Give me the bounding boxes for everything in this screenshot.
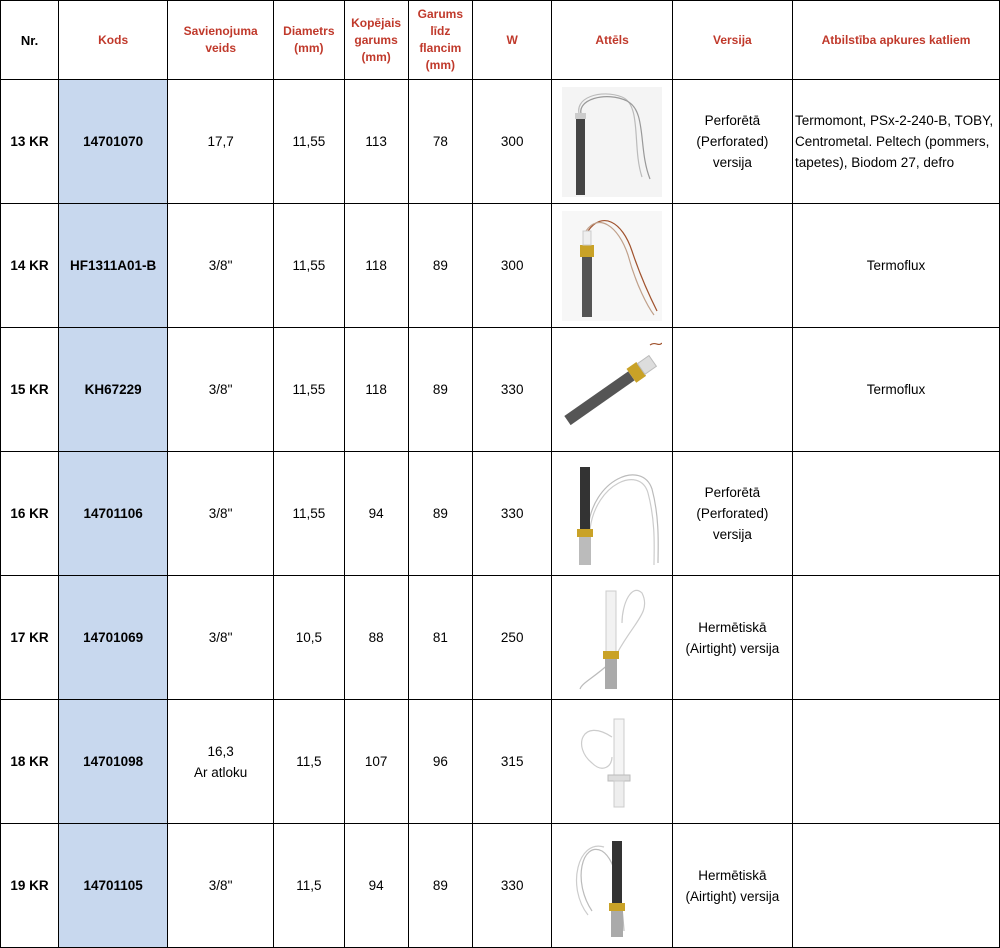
cell-w: 315 — [472, 700, 552, 824]
cell-garums-lidz: 96 — [408, 700, 472, 824]
product-image — [562, 831, 662, 941]
header-attels: Attēls — [552, 1, 672, 80]
header-garums-lidz: Garums līdz flancim (mm) — [408, 1, 472, 80]
heater-plug-diagonal-icon — [562, 335, 662, 445]
cell-nr: 19 KR — [1, 824, 59, 948]
savienojums-note: Ar atloku — [194, 764, 248, 780]
cell-versija: Hermētiskā (Airtight) versija — [672, 824, 792, 948]
cell-garums-lidz: 89 — [408, 328, 472, 452]
cell-attels — [552, 204, 672, 328]
table-row — [1, 452, 1000, 576]
savienojums-value: 3/8'' — [208, 506, 233, 521]
cell-savienojums — [168, 80, 274, 204]
cell-versija: Hermētiskā (Airtight) versija — [672, 576, 792, 700]
cell-garums: 94 — [344, 452, 408, 576]
cell-atbilstiba: Termoflux — [793, 204, 1000, 328]
table-row — [1, 204, 1000, 328]
cell-savienojums — [168, 700, 274, 824]
product-image — [562, 459, 662, 569]
cell-w: 330 — [472, 328, 552, 452]
cell-savienojums — [168, 328, 274, 452]
cell-attels — [552, 80, 672, 204]
heater-plug-white-flange-icon — [562, 707, 662, 817]
cell-atbilstiba — [793, 452, 1000, 576]
cell-w: 250 — [472, 576, 552, 700]
table-body — [1, 80, 1000, 948]
cell-atbilstiba — [793, 576, 1000, 700]
cell-kods: 14701105 — [59, 824, 168, 948]
cell-attels — [552, 576, 672, 700]
cell-garums: 94 — [344, 824, 408, 948]
header-nr: Nr. — [1, 1, 59, 80]
cell-nr: 15 KR — [1, 328, 59, 452]
heater-plug-black-airtight-icon — [562, 831, 662, 941]
savienojums-value: 3/8'' — [208, 258, 233, 273]
cell-savienojums — [168, 824, 274, 948]
cell-w: 300 — [472, 204, 552, 328]
table-row — [1, 328, 1000, 452]
cell-garums-lidz: 78 — [408, 80, 472, 204]
table-row — [1, 576, 1000, 700]
cell-diametrs: 11,55 — [274, 80, 344, 204]
cell-garums: 118 — [344, 204, 408, 328]
cell-attels — [552, 328, 672, 452]
cell-diametrs: 11,5 — [274, 824, 344, 948]
cell-garums-lidz: 89 — [408, 204, 472, 328]
cell-w: 300 — [472, 80, 552, 204]
header-row — [1, 1, 1000, 80]
cell-nr: 16 KR — [1, 452, 59, 576]
cell-garums-lidz: 89 — [408, 824, 472, 948]
product-image — [562, 707, 662, 817]
cell-diametrs: 11,5 — [274, 700, 344, 824]
savienojums-value: 16,3 — [207, 743, 234, 759]
cell-garums-lidz: 89 — [408, 452, 472, 576]
product-image — [562, 87, 662, 197]
cell-w: 330 — [472, 452, 552, 576]
cell-versija: Perforētā (Perforated) versija — [672, 80, 792, 204]
heater-plug-perforated-white-wires-icon — [562, 87, 662, 197]
cell-versija: Perforētā (Perforated) versija — [672, 452, 792, 576]
table-row — [1, 80, 1000, 204]
header-savienojums: Savienojuma veids — [168, 1, 274, 80]
cell-savienojums — [168, 204, 274, 328]
cell-savienojums — [168, 576, 274, 700]
savienojums-value: 17,7 — [207, 134, 234, 149]
cell-garums: 107 — [344, 700, 408, 824]
cell-nr: 14 KR — [1, 204, 59, 328]
cell-w: 330 — [472, 824, 552, 948]
cell-garums: 118 — [344, 328, 408, 452]
cell-atbilstiba: Termomont, PSx-2-240-B, TOBY, Centrometal. Peltech (pommers, tapetes), Biodom 27, defro — [793, 80, 1000, 204]
cell-nr: 18 KR — [1, 700, 59, 824]
cell-kods: 14701069 — [59, 576, 168, 700]
heater-plug-white-ceramic-icon — [562, 583, 662, 693]
cell-attels — [552, 452, 672, 576]
cell-diametrs: 10,5 — [274, 576, 344, 700]
product-image — [562, 583, 662, 693]
cell-atbilstiba: Termoflux — [793, 328, 1000, 452]
savienojums-value: 3/8'' — [208, 878, 233, 893]
cell-kods: 14701106 — [59, 452, 168, 576]
header-diametrs: Diametrs (mm) — [274, 1, 344, 80]
savienojums-value: 3/8'' — [208, 630, 233, 645]
cell-versija — [672, 328, 792, 452]
savienojums-value: 3/8'' — [208, 382, 233, 397]
cell-savienojums — [168, 452, 274, 576]
heater-plug-brass-red-wires-icon — [562, 211, 662, 321]
cell-versija — [672, 700, 792, 824]
header-kods: Kods — [59, 1, 168, 80]
table-row — [1, 700, 1000, 824]
cell-nr: 13 KR — [1, 80, 59, 204]
cell-kods: HF1311A01-B — [59, 204, 168, 328]
heater-plug-perforated-loop-icon — [562, 459, 662, 569]
cell-diametrs: 11,55 — [274, 452, 344, 576]
cell-atbilstiba — [793, 824, 1000, 948]
header-atbilstiba: Atbilstība apkures katliem — [793, 1, 1000, 80]
cell-garums: 88 — [344, 576, 408, 700]
header-garums: Kopējais garums (mm) — [344, 1, 408, 80]
cell-diametrs: 11,55 — [274, 204, 344, 328]
header-w: W — [472, 1, 552, 80]
cell-versija — [672, 204, 792, 328]
table-row — [1, 824, 1000, 948]
header-versija: Versija — [672, 1, 792, 80]
cell-attels — [552, 700, 672, 824]
cell-garums-lidz: 81 — [408, 576, 472, 700]
cell-kods: 14701070 — [59, 80, 168, 204]
product-image — [562, 211, 662, 321]
cell-kods: KH67229 — [59, 328, 168, 452]
cell-kods: 14701098 — [59, 700, 168, 824]
cell-diametrs: 11,55 — [274, 328, 344, 452]
cell-atbilstiba — [793, 700, 1000, 824]
cell-attels — [552, 824, 672, 948]
cell-nr: 17 KR — [1, 576, 59, 700]
product-image — [562, 335, 662, 445]
cell-garums: 113 — [344, 80, 408, 204]
